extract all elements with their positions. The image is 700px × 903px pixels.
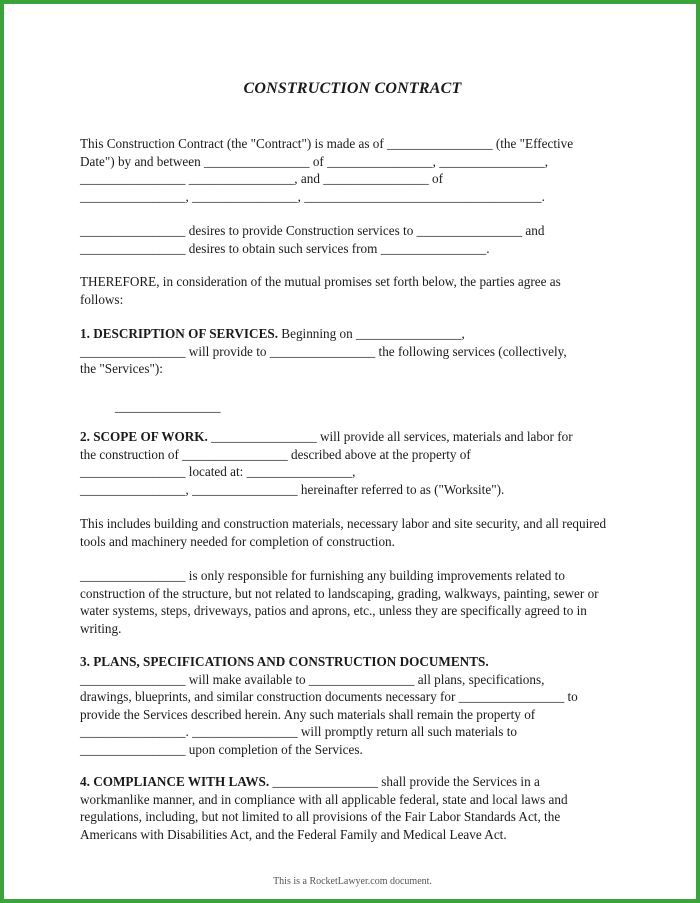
section-heading: 3. PLANS, SPECIFICATIONS AND CONSTRUCTION DOCUMENTS. — [80, 654, 489, 669]
section-line: ________________ upon completion of the Services. — [80, 741, 363, 757]
section-text: ________________ will provide all services, materials and labor for — [207, 429, 573, 444]
section-text: ________________ shall provide the Services in a — [269, 774, 540, 789]
document-title: CONSTRUCTION CONTRACT — [243, 80, 462, 97]
section-heading: 4. COMPLIANCE WITH LAWS. — [80, 774, 270, 789]
section-line — [80, 773, 625, 791]
section-line — [80, 428, 625, 446]
includes-line: This includes building and construction materials, necessary labor and site security, and all required — [80, 516, 607, 531]
parties-line: ________________ desires to obtain such services from ________________. — [80, 240, 490, 256]
services-blank: ________________ — [115, 399, 221, 414]
section-line — [80, 325, 625, 343]
section-plans-specifications — [80, 653, 625, 758]
therefore-line: THEREFORE, in consideration of the mutual promises set forth below, the parties agree as — [80, 274, 561, 289]
section-heading: 2. SCOPE OF WORK. — [80, 429, 208, 444]
document-footer: This is a RocketLawyer.com document. — [273, 876, 432, 887]
intro-line: ________________ ________________, and ________________ of — [80, 171, 444, 186]
section-line: the construction of ________________ described above at the property of — [80, 446, 471, 462]
section-line: workmanlike manner, and in compliance with all applicable federal, state and local laws and — [80, 791, 568, 807]
therefore-paragraph — [80, 273, 625, 308]
parties-line: ________________ desires to provide Construction services to ________________ and — [80, 223, 545, 238]
section-text: Beginning on ________________, — [278, 326, 465, 341]
section-line: provide the Services described herein. Any such materials shall remain the property of — [80, 706, 536, 722]
intro-line: This Construction Contract (the "Contract") is made as of ________________ (the "Effective — [80, 136, 574, 151]
includes-line: tools and machinery needed for completion of construction. — [80, 533, 395, 549]
responsibility-line: ________________ is only responsible for furnishing any building improvements related to — [80, 568, 565, 583]
intro-line: Date") by and between ________________ of ________________, ________________, — [80, 153, 548, 169]
section-line: ________________ located at: ________________, — [80, 464, 356, 479]
section-line: ________________, ________________ hereinafter referred to as ("Worksite"). — [80, 481, 505, 497]
section-line: the "Services"): — [80, 361, 163, 376]
section-line: ________________ will provide to ________________ the following services (collectively, — [80, 343, 567, 359]
responsibility-line: water systems, steps, driveways, patios and aprons, etc., unless they are specifically agreed to in — [80, 603, 587, 618]
section-heading: 1. DESCRIPTION OF SERVICES. — [80, 326, 278, 341]
responsibility-line: construction of the structure, but not related to landscaping, grading, walkways, painting, sewer or — [80, 585, 599, 601]
section-description-of-services — [80, 325, 625, 378]
therefore-line: follows: — [80, 291, 124, 307]
section-line: regulations, including, but not limited to all provisions of the Fair Labor Standards Act, the — [80, 809, 561, 824]
section-line: ________________ will make available to ________________ all plans, specifications, — [80, 671, 545, 687]
parties-paragraph — [80, 222, 625, 257]
section-scope-of-work — [80, 428, 625, 498]
section-line: ________________. ________________ will promptly return all such materials to — [80, 724, 517, 739]
intro-paragraph — [80, 135, 625, 205]
responsibility-line: writing. — [80, 620, 122, 636]
responsibility-paragraph — [80, 567, 625, 637]
section-compliance-with-laws — [80, 773, 625, 843]
intro-line: ________________, ________________, ____________________________________. — [80, 188, 545, 204]
section-line: drawings, blueprints, and similar construction documents necessary for ________________ to — [80, 689, 578, 704]
includes-paragraph — [80, 515, 625, 550]
section-line: Americans with Disabilities Act, and the Federal Family and Medical Leave Act. — [80, 826, 507, 842]
